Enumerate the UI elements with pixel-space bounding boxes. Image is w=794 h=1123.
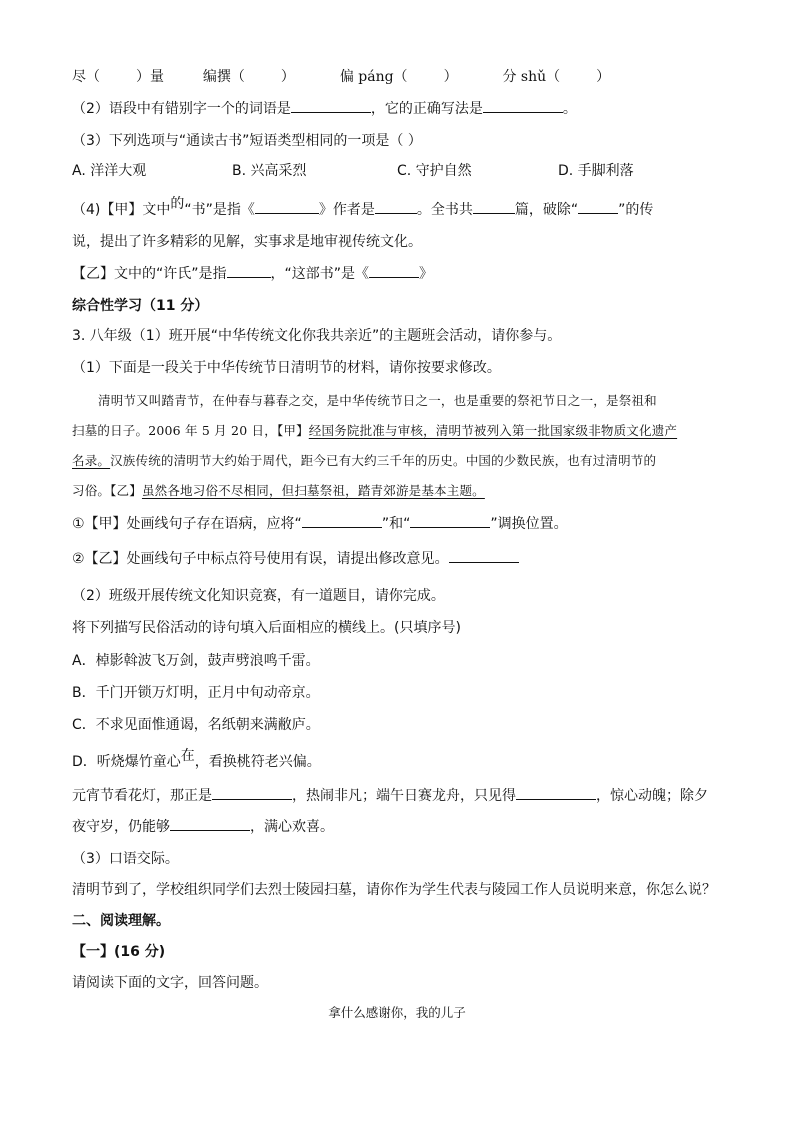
- reading-part-1: 【一】(16 分): [72, 944, 166, 960]
- answer-blank[interactable]: [170, 816, 250, 831]
- poem-option-c: C．不求见面惟通谒，名纸朝来满敝庐。: [72, 717, 320, 733]
- question-3-3-prompt: 清明节到了，学校组织同学们去烈士陵园扫墓，请你作为学生代表与陵园工作人员说明来意，你怎么说？: [72, 882, 716, 898]
- word-4-end: ）: [596, 69, 611, 85]
- section-heading-comprehensive: 综合性学习（11 分）: [72, 298, 209, 314]
- answer-blank[interactable]: [291, 98, 371, 113]
- question-4: （4)【甲】文中的“书”是指《 》作者是 。全书共 篇，破除“ ”的传: [72, 196, 654, 218]
- answer-blank[interactable]: [483, 98, 563, 113]
- answer-blank[interactable]: [255, 199, 319, 214]
- underlined-sentence-yi: 虽然各地习俗不尽相同，但扫墓祭祖，踏青郊游是基本主题。: [141, 483, 485, 498]
- poem-option-b: B．千门开锁万灯明，正月中旬动帝京。: [72, 685, 320, 701]
- word-1: 尽（: [72, 69, 100, 85]
- question-4-line2: 说，提出了许多精彩的见解，实事求是地审视传统文化。: [72, 234, 422, 250]
- fill-line-2: 夜守岁，仍能够 ，满心欢喜。: [72, 816, 722, 838]
- word-1-end: ）量: [136, 69, 164, 85]
- answer-blank[interactable]: [473, 199, 515, 214]
- poem-option-a: A．棹影斡波飞万剑，鼓声劈浪鸣千雷。: [72, 653, 320, 669]
- answer-blank[interactable]: [449, 548, 519, 563]
- answer-blank[interactable]: [578, 199, 618, 214]
- underlined-sentence-jia: 经国务院批准与审核，清明节被列入第一批国家级非物质文化遗产: [308, 423, 678, 438]
- answer-blank[interactable]: [369, 263, 419, 278]
- passage-line-2: 扫墓的日子。2006 年 5 月 20 日，【甲】经国务院批准与审核，清明节被列入第一批国家级非物质文化遗产: [72, 423, 678, 438]
- option-a[interactable]: A. 洋洋大观: [72, 163, 147, 179]
- question-3-2-instruction: 将下列描写民俗活动的诗句填入后面相应的横线上。(只填序号): [72, 620, 461, 636]
- question-jia: ①【甲】处画线句子存在语病，应将“ ”和“ ”调换位置。: [72, 513, 722, 535]
- question-4-yi: 【乙】文中的“许氏”是指 ，“这部书”是《 》: [72, 263, 722, 285]
- question-3-3: （3）口语交际。: [72, 851, 179, 867]
- word-3-end: ）: [443, 69, 458, 85]
- option-d[interactable]: D. 手脚利落: [558, 163, 634, 179]
- answer-blank[interactable]: [410, 513, 490, 528]
- article-title: 拿什么感谢你，我的儿子: [328, 1005, 466, 1020]
- section-heading-reading: 二、阅读理解。: [72, 913, 170, 929]
- question-3-stem: （3）下列选项与“通读古书”短语类型相同的一项是（ ）: [72, 133, 422, 149]
- option-b[interactable]: B. 兴高采烈: [232, 163, 307, 179]
- word-3: 偏 páng（: [339, 69, 408, 85]
- passage-line-4: 习俗。【乙】虽然各地习俗不尽相同，但扫墓祭祖，踏青郊游是基本主题。: [72, 483, 485, 498]
- question-3-1: （1）下面是一段关于中华传统节日清明节的材料，请你按要求修改。: [72, 360, 501, 376]
- question-3-intro: 3. 八年级（1）班开展“中华传统文化你我共亲近”的主题班会活动，请你参与。: [72, 328, 562, 344]
- reading-instruction: 请阅读下面的文字，回答问题。: [72, 975, 268, 991]
- pinyin-word-line: [72, 66, 722, 88]
- answer-blank[interactable]: [516, 785, 596, 800]
- passage-line-1: 清明节又叫踏青节，在仲春与暮春之交，是中华传统节日之一，也是重要的祭祀节日之一，是祭祖和: [98, 393, 657, 408]
- word-2-end: ）: [280, 69, 295, 85]
- word-2: 编撰（: [202, 69, 245, 85]
- question-2: （2）语段中有错别字一个的词语是 ，它的正确写法是 。: [72, 98, 722, 120]
- passage-line-3: 名录。汉族传统的清明节大约始于周代，距今已有大约三千年的历史。中国的少数民族，也有过清明节的: [72, 453, 657, 468]
- answer-blank[interactable]: [302, 513, 382, 528]
- option-c[interactable]: C. 守护自然: [397, 163, 472, 179]
- question-yi: ②【乙】处画线句子中标点符号使用有误，请提出修改意见。: [72, 548, 722, 570]
- answer-blank[interactable]: [227, 263, 271, 278]
- answer-blank[interactable]: [212, 785, 292, 800]
- word-4: 分 shǔ（: [502, 69, 561, 85]
- question-3-2: （2）班级开展传统文化知识竞赛，有一道题目，请你完成。: [72, 588, 445, 604]
- answer-blank[interactable]: [375, 199, 417, 214]
- fill-line-1: 元宵节看花灯，那正是 ，热闹非凡；端午日赛龙舟，只见得 ，惊心动魄；除夕: [72, 785, 722, 807]
- poem-option-d: D．听烧爆竹童心在，看换桃符老兴偏。: [72, 748, 321, 770]
